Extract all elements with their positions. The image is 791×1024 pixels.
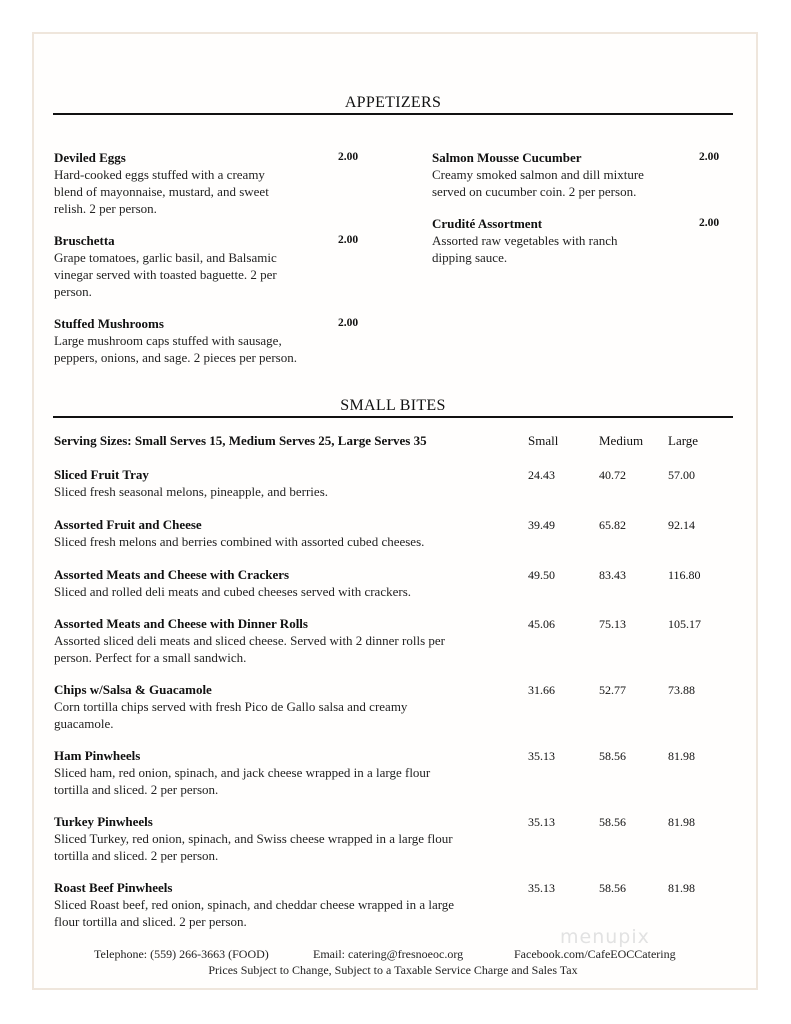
price-large: 81.98 bbox=[668, 881, 695, 895]
item-desc-line: Large mushroom caps stuffed with sausage, bbox=[54, 333, 282, 348]
item-price: 2.00 bbox=[699, 217, 720, 229]
price-medium: 52.77 bbox=[599, 683, 626, 697]
item-name: Stuffed Mushrooms bbox=[54, 316, 164, 331]
footer-email: Email: catering@fresnoeoc.org bbox=[313, 947, 464, 961]
item-desc-line: tortilla and sliced. 2 per person. bbox=[54, 782, 219, 797]
item-name: Chips w/Salsa & Guacamole bbox=[54, 682, 212, 697]
price-small: 31.66 bbox=[528, 683, 555, 697]
price-large: 81.98 bbox=[668, 815, 695, 829]
item-desc-line: Sliced Roast beef, red onion, spinach, and cheddar cheese wrapped in a large bbox=[54, 897, 455, 912]
appetizer-salmon-mousse-cucumber bbox=[432, 149, 692, 200]
price-small: 35.13 bbox=[528, 749, 555, 763]
item-price: 2.00 bbox=[338, 234, 359, 246]
item-desc-line: dipping sauce. bbox=[432, 250, 508, 265]
price-large: 73.88 bbox=[668, 683, 695, 697]
item-desc-line: Sliced ham, red onion, spinach, and jack cheese wrapped in a large flour bbox=[54, 765, 431, 780]
item-desc-line: flour tortilla and sliced. 2 per person. bbox=[54, 914, 247, 929]
price-medium: 65.82 bbox=[599, 518, 626, 532]
price-small: 39.49 bbox=[528, 518, 555, 532]
item-desc-line: person. Perfect for a small sandwich. bbox=[54, 650, 247, 665]
appetizer-crudite-assortment bbox=[432, 215, 692, 266]
small-bite-meats-cheese-crackers bbox=[54, 566, 514, 600]
small-bite-ham-pinwheels bbox=[54, 747, 514, 798]
item-desc-line: Sliced fresh melons and berries combined with assorted cubed cheeses. bbox=[54, 534, 425, 549]
item-name: Assorted Meats and Cheese with Crackers bbox=[54, 567, 290, 582]
item-desc-line: Sliced Turkey, red onion, spinach, and Swiss cheese wrapped in a large flour bbox=[54, 831, 453, 846]
item-name: Sliced Fruit Tray bbox=[54, 467, 149, 482]
item-name: Salmon Mousse Cucumber bbox=[432, 150, 582, 165]
small-bite-turkey-pinwheels bbox=[54, 813, 514, 864]
small-bite-assorted-fruit-and-cheese bbox=[54, 516, 514, 550]
item-desc-line: Sliced fresh seasonal melons, pineapple, and berries. bbox=[54, 484, 328, 499]
column-header-small: Small bbox=[528, 433, 559, 448]
item-desc-line: person. bbox=[54, 284, 92, 299]
serving-sizes-note: Serving Sizes: Small Serves 15, Medium Serves 25, Large Serves 35 bbox=[54, 433, 427, 448]
price-large: 57.00 bbox=[668, 468, 695, 482]
small-bite-chips-salsa-guacamole bbox=[54, 681, 514, 732]
watermark-logo: menupix bbox=[560, 926, 650, 948]
small-bite-meats-cheese-dinner-rolls bbox=[54, 615, 514, 666]
item-name: Deviled Eggs bbox=[54, 150, 126, 165]
price-medium: 83.43 bbox=[599, 568, 626, 582]
item-desc-line: Creamy smoked salmon and dill mixture bbox=[432, 167, 644, 182]
item-desc-line: vinegar served with toasted baguette. 2 per bbox=[54, 267, 277, 282]
item-desc-line: Sliced and rolled deli meats and cubed cheeses served with crackers. bbox=[54, 584, 411, 599]
appetizers-heading: APPETIZERS bbox=[344, 94, 442, 111]
price-small: 45.06 bbox=[528, 617, 555, 631]
footer-telephone: Telephone: (559) 266-3663 (FOOD) bbox=[94, 947, 269, 961]
price-small: 24.43 bbox=[528, 468, 555, 482]
item-name: Roast Beef Pinwheels bbox=[54, 880, 173, 895]
small-bite-roast-beef-pinwheels bbox=[54, 879, 514, 930]
footer-disclaimer: Prices Subject to Change, Subject to a Taxable Service Charge and Sales Tax bbox=[208, 963, 578, 977]
item-name: Ham Pinwheels bbox=[54, 748, 141, 763]
appetizer-bruschetta bbox=[54, 232, 354, 300]
item-name: Bruschetta bbox=[54, 233, 115, 248]
item-desc-line: Assorted raw vegetables with ranch bbox=[432, 233, 618, 248]
price-medium: 58.56 bbox=[599, 749, 626, 763]
item-name: Assorted Fruit and Cheese bbox=[54, 517, 202, 532]
price-medium: 75.13 bbox=[599, 617, 626, 631]
item-desc-line: peppers, onions, and sage. 2 pieces per person. bbox=[54, 350, 297, 365]
item-desc-line: guacamole. bbox=[54, 716, 114, 731]
item-desc-line: Grape tomatoes, garlic basil, and Balsamic bbox=[54, 250, 277, 265]
price-large: 105.17 bbox=[668, 617, 701, 631]
appetizer-stuffed-mushrooms bbox=[54, 315, 354, 366]
price-large: 92.14 bbox=[668, 518, 695, 532]
item-desc-line: blend of mayonnaise, mustard, and sweet bbox=[54, 184, 269, 199]
item-desc-line: Hard-cooked eggs stuffed with a creamy bbox=[54, 167, 265, 182]
item-price: 2.00 bbox=[699, 151, 720, 163]
price-large: 116.80 bbox=[668, 568, 701, 582]
footer-facebook: Facebook.com/CafeEOCCatering bbox=[514, 947, 676, 961]
small-bites-heading: SMALL BITES bbox=[340, 397, 446, 414]
price-large: 81.98 bbox=[668, 749, 695, 763]
item-desc-line: served on cucumber coin. 2 per person. bbox=[432, 184, 637, 199]
item-price: 2.00 bbox=[338, 151, 359, 163]
item-name: Crudité Assortment bbox=[432, 216, 543, 231]
small-bite-sliced-fruit-tray bbox=[54, 466, 514, 500]
item-name: Turkey Pinwheels bbox=[54, 814, 153, 829]
item-name: Assorted Meats and Cheese with Dinner Rolls bbox=[54, 616, 308, 631]
item-price: 2.00 bbox=[338, 317, 359, 329]
price-small: 35.13 bbox=[528, 815, 555, 829]
small-bites-rule bbox=[53, 416, 733, 418]
price-medium: 40.72 bbox=[599, 468, 626, 482]
price-small: 35.13 bbox=[528, 881, 555, 895]
item-desc-line: tortilla and sliced. 2 per person. bbox=[54, 848, 219, 863]
appetizers-rule bbox=[53, 113, 733, 115]
appetizer-deviled-eggs bbox=[54, 149, 354, 217]
price-small: 49.50 bbox=[528, 568, 555, 582]
item-desc-line: Assorted sliced deli meats and sliced cheese. Served with 2 dinner rolls per bbox=[54, 633, 445, 648]
price-medium: 58.56 bbox=[599, 881, 626, 895]
column-header-large: Large bbox=[668, 433, 699, 448]
price-medium: 58.56 bbox=[599, 815, 626, 829]
column-header-medium: Medium bbox=[599, 433, 644, 448]
item-desc-line: Corn tortilla chips served with fresh Pico de Gallo salsa and creamy bbox=[54, 699, 408, 714]
item-desc-line: relish. 2 per person. bbox=[54, 201, 157, 216]
